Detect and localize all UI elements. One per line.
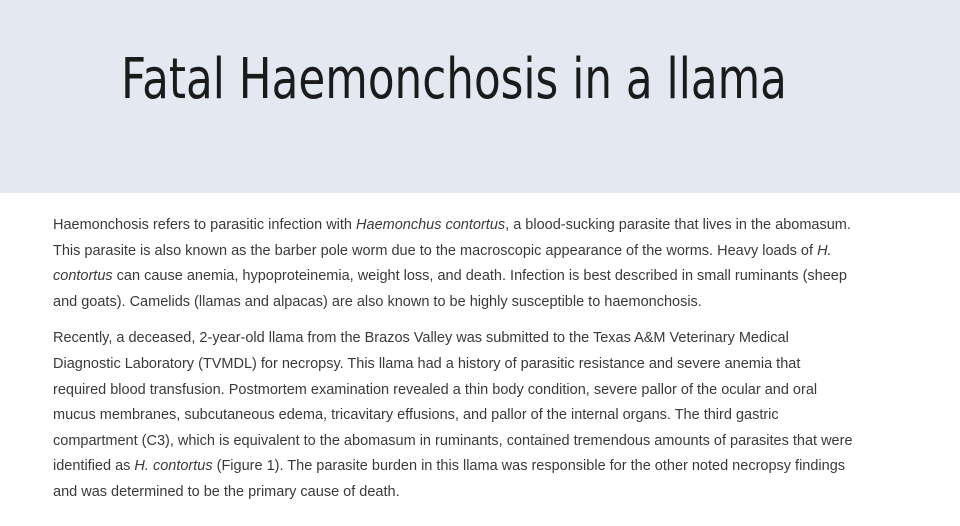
paragraph-text: Recently, a deceased, 2-year-old llama from the Brazos Valley was submitted to the Texas A&M Veterinary Medical Diagnostic Laboratory (TVMDL) for necropsy. This llama had a history of parasitic resistance and severe anemia that required blood transfusion. Postmortem examination revealed a thin body condition, severe pallor of the ocular and oral mucus membranes, subcutaneous edema, tricavitary effusions, and pallor of the internal organs. The third gastric compartment (C3), which is equivalent to the abomasum in ruminants, contained tremendous amounts of parasites that were identified as (53, 330, 853, 475)
paragraph-text: Haemonchosis refers to parasitic infection with (53, 217, 357, 233)
article-body (53, 213, 853, 517)
paragraph-text: (Figure 1). The parasite burden in this llama was responsible for the other noted necropsy findings and was determined to be the primary cause of death. (53, 458, 846, 500)
italic-term: H. contortus (53, 242, 832, 285)
paragraph-text: , a blood-sucking parasite that lives in the abomasum. This parasite is also known as the barber pole worm due to the macroscopic appearance of the worms. Heavy loads of (53, 217, 851, 259)
italic-term: H. contortus (134, 458, 213, 475)
paragraph-text: can cause anemia, hypoproteinemia, weight loss, and death. Infection is best described in small ruminants (sheep and goats). Camelids (llamas and alpacas) are also known to be highly susceptible to haemonchosis. (53, 268, 847, 310)
page-title: Fatal Haemonchosis in a llama (121, 47, 787, 112)
header-banner (0, 0, 960, 193)
article-paragraph-1 (53, 213, 853, 315)
article-paragraph-2 (53, 326, 853, 505)
italic-term: Haemonchus contortus (356, 217, 506, 233)
